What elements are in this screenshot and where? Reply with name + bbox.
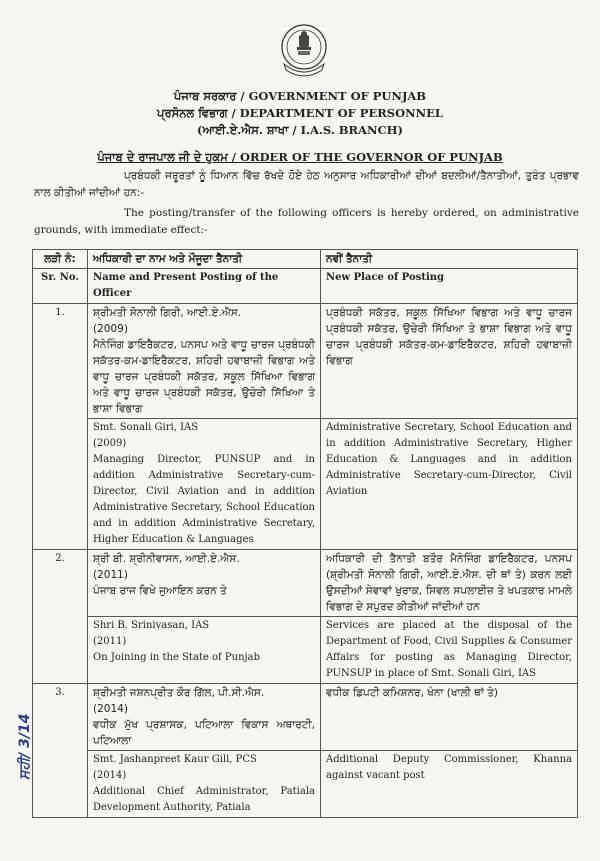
new-posting: ਪ੍ਰਬੰਧਕੀ ਸਕੱਤਰ, ਸਕੂਲ ਸਿੱਖਿਆ ਵਿਭਾਗ ਅਤੇ ਵਾਧੂ ਚਾਰਜ ਪ੍ਰਬੰਧਕੀ ਸਕੱਤਰ, ਉਚੇਰੀ ਸਿੱਖਿਆ ਤੇ ਭਾਸ਼ਾ ਵਿਭਾਗ ਅਤੇ ਵਾਧੂ ਚਾਰਜ ਪ੍ਰਬੰਧਕੀ ਸਕੱਤਰ-ਕਮ-ਡਾਇਰੈਕਟਰ, ਸ਼ਹਿਰੀ ਹਵਾਬਾਜ਼ੀ ਵਿਭਾਗ — [321, 304, 578, 419]
new-posting: Administrative Secretary, School Education and in addition Administrative Secretary, Higher Education & Languages and in addition Administrative Secretary-cum-Director, Civil Aviation — [321, 419, 578, 550]
table-header-english — [33, 269, 578, 304]
present-posting: ਮੈਨੇਜਿੰਗ ਡਾਇਰੈਕਟਰ, ਪਨਸਪ ਅਤੇ ਵਾਧੂ ਚਾਰਜ ਪ੍ਰਬੰਧਕੀ ਸਕੱਤਰ-ਕਮ-ਡਾਇਰੈਕਟਰ, ਸ਼ਹਿਰੀ ਹਵਾਬਾਜ਼ੀ ਵਿਭਾਗ ਅਤੇ ਵਾਧੂ ਚਾਰਜ ਪ੍ਰਬੰਧਕੀ ਸਕੱਤਰ, ਸਕੂਲ ਸਿੱਖਿਆ ਵਿਭਾਗ ਅਤੇ ਵਾਧੂ ਚਾਰਜ ਪ੍ਰਬੰਧਕੀ ਸਕੱਤਰ, ਉਚੇਰੀ ਸਿੱਖਿਆ ਤੇ ਭਾਸ਼ਾ ਵਿਭਾਗ — [93, 339, 315, 415]
intro-english: The posting/transfer of the following officers is hereby ordered, on administrative grounds, with immediate effect:- — [34, 207, 579, 236]
header-name-english: Name and Present Posting of the Officer — [88, 269, 321, 304]
officer-batch: (2011) — [93, 636, 127, 647]
officer-batch: (2014) — [93, 703, 128, 715]
serial-number: 1. — [33, 304, 88, 550]
new-posting: ਅਧਿਕਾਰੀ ਦੀ ਤੈਨਾਤੀ ਬਤੌਰ ਮੈਨੇਜਿੰਗ ਡਾਇਰੈਕਟਰ, ਪਨਸਪ (ਸ਼੍ਰੀਮਤੀ ਸੋਨਾਲੀ ਗਿਰੀ, ਆਈ.ਏ.ਐਸ. ਦੀ ਥਾਂ ਤੇ) ਕਰਨ ਲਈ ਉਸਦੀਆਂ ਸੇਵਾਵਾਂ ਖੁਰਾਕ, ਸਿਵਲ ਸਪਲਾਈਜ਼ ਤੇ ਖਪਤਕਾਰ ਮਾਮਲੇ ਵਿਭਾਗ ਦੇ ਸਪੁਰਦ ਕੀਤੀਆਂ ਜਾਂਦੀਆਂ ਹਨ — [321, 550, 578, 617]
officer-english — [88, 419, 321, 550]
table-row — [33, 751, 578, 818]
officer-batch: (2009) — [93, 323, 128, 335]
transfer-table — [32, 249, 578, 818]
table-row — [33, 684, 578, 751]
header-new-english: New Place of Posting — [321, 269, 578, 304]
officer-english — [88, 751, 321, 818]
handwritten-signature — [14, 650, 36, 780]
officer-batch: (2014) — [93, 770, 127, 781]
officer-name: ਸ਼੍ਰੀਮਤੀ ਸੋਨਾਲੀ ਗਿਰੀ, ਆਈ.ਏ.ਐਸ. — [93, 307, 242, 319]
header-name-punjabi: ਅਧਿਕਾਰੀ ਦਾ ਨਾਮ ਅਤੇ ਮੌਜੂਦਾ ਤੈਨਾਤੀ — [88, 250, 321, 269]
header-new-punjabi: ਨਵੀਂ ਤੈਨਾਤੀ — [321, 250, 578, 269]
officer-batch: (2009) — [93, 438, 127, 449]
officer-name: ਸ਼੍ਰੀ ਬੀ. ਸ਼੍ਰੀਨੀਵਾਸਨ, ਆਈ.ਏ.ਐਸ. — [93, 553, 240, 565]
new-posting: Additional Deputy Commissioner, Khanna against vacant post — [321, 751, 578, 818]
officer-name: Smt. Sonali Giri, IAS — [93, 422, 199, 433]
branch-heading: (ਆਈ.ਏ.ਐਸ. ਸ਼ਾਖਾ / I.A.S. BRANCH) — [197, 123, 403, 137]
officer-punjabi — [88, 684, 321, 751]
margin-note-text: ਸਹੀ/ 3/14 — [17, 713, 33, 780]
officer-batch: (2011) — [93, 569, 128, 581]
header-sr-punjabi: ਲੜੀ ਨੰ: — [33, 250, 88, 269]
new-posting: ਵਧੀਕ ਡਿਪਟੀ ਕਮਿਸ਼ਨਰ, ਖੰਨਾ (ਖਾਲੀ ਥਾਂ ਤੇ) — [321, 684, 578, 751]
table-row — [33, 419, 578, 550]
officer-name: Shri B. Srinivasan, IAS — [93, 620, 210, 631]
intro-punjabi: ਪ੍ਰਬੰਧਕੀ ਜਰੂਰਤਾਂ ਨੂੰ ਧਿਆਨ ਵਿੱਚ ਰੱਖਦੇ ਹੋਏ ਹੇਠ ਅਨੁਸਾਰ ਅਧਿਕਾਰੀਆਂ ਦੀਆਂ ਬਦਲੀਆਂ/ਤੈਨਾਤੀਆਂ, ਤੁਰੰਤ ਪ੍ਰਭਾਵ ਨਾਲ ਕੀਤੀਆਂ ਜਾਂਦੀਆਂ ਹਨ:- — [34, 170, 579, 199]
present-posting: Managing Director, PUNSUP and in addition Administrative Secretary-cum-Director, Civil Aviation and in addition Administrative Secretary, School Education and in addition Administrative Secretary, Higher Education & Languages — [93, 454, 315, 545]
serial-number: 2. — [33, 550, 88, 684]
present-posting: On Joining in the State of Punjab — [93, 652, 260, 663]
officer-name: Smt. Jashanpreet Kaur Gill, PCS — [93, 754, 257, 765]
serial-number: 3. — [33, 684, 88, 818]
present-posting: Additional Chief Administrator, Patiala Development Authority, Patiala — [93, 786, 315, 813]
header-sr-english: Sr. No. — [33, 269, 88, 304]
new-posting: Services are placed at the disposal of the Department of Food, Civil Supplies & Consumer Affairs for posting as Managing Director, PUNSUP in place of Smt. Sonali Giri, IAS — [321, 617, 578, 684]
government-heading: ਪੰਜਾਬ ਸਰਕਾਰ / GOVERNMENT OF PUNJAB — [173, 89, 427, 103]
officer-punjabi — [88, 304, 321, 419]
table-row — [33, 550, 578, 617]
order-title: ਪੰਜਾਬ ਦੇ ਰਾਜਪਾਲ ਜੀ ਦੇ ਹੁਕਮ / ORDER OF THE GOVERNOR OF PUNJAB — [97, 150, 503, 164]
state-emblem-seal-icon — [276, 22, 332, 80]
table-row — [33, 617, 578, 684]
present-posting: ਵਧੀਕ ਮੁੱਖ ਪ੍ਰਸ਼ਾਸਕ, ਪਟਿਆਲਾ ਵਿਕਾਸ ਅਥਾਰਟੀ, ਪਟਿਆਲਾ — [93, 719, 315, 747]
officer-english — [88, 617, 321, 684]
officer-name: ਸ਼੍ਰੀਮਤੀ ਜਸ਼ਨਪ੍ਰੀਤ ਕੌਰ ਗਿੱਲ, ਪੀ.ਸੀ.ਐਸ. — [93, 687, 265, 699]
present-posting: ਪੰਜਾਬ ਰਾਜ ਵਿਖੇ ਜੁਆਇਨ ਕਰਨ ਤੇ — [93, 585, 227, 597]
table-header-punjabi — [33, 250, 578, 269]
department-heading: ਪ੍ਰਸੋਨਲ ਵਿਭਾਗ / DEPARTMENT OF PERSONNEL — [157, 106, 443, 120]
table-row — [33, 304, 578, 419]
officer-punjabi — [88, 550, 321, 617]
